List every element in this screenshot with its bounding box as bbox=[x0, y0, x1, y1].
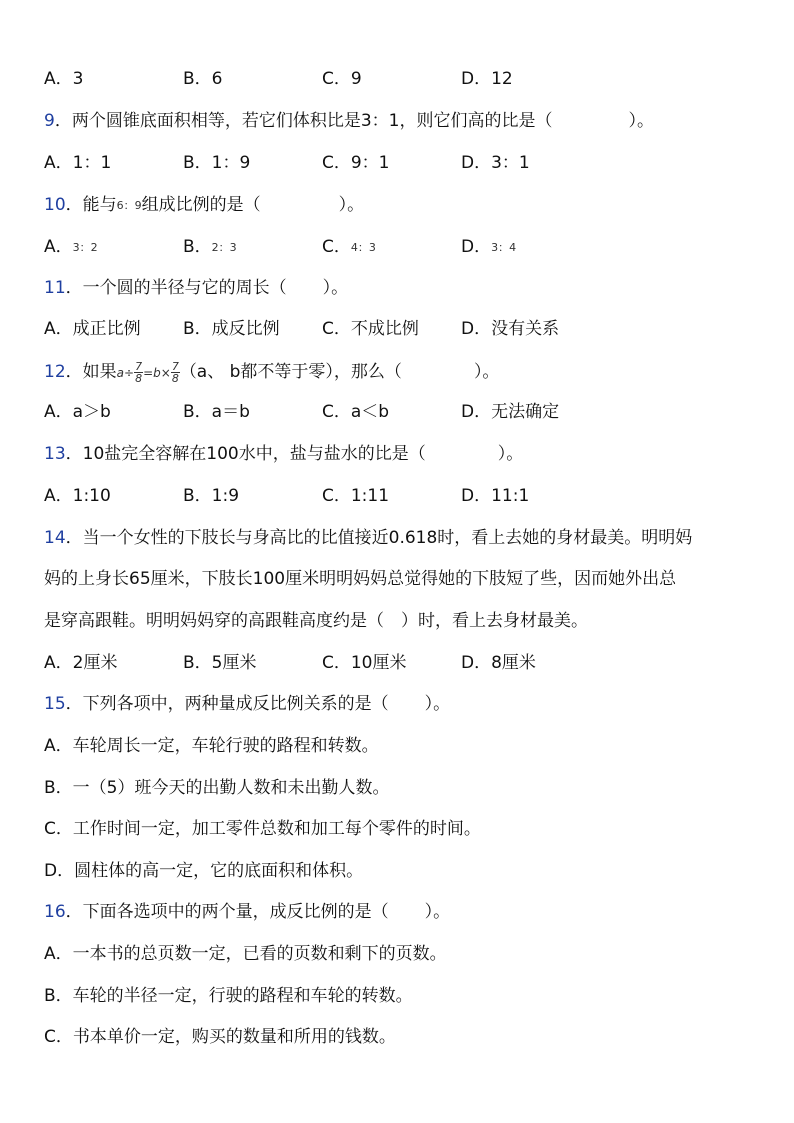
fraction-7-8-second bbox=[171, 361, 180, 384]
math-divide: ÷ bbox=[124, 366, 135, 380]
question-end: ）。 bbox=[424, 694, 451, 714]
question-number: 11 bbox=[44, 278, 66, 298]
q15-option-c[interactable]: C．工作时间一定，加工零件总数和加工每个零件的时间。 bbox=[44, 819, 481, 839]
q9-option-a[interactable]: A．1：1 bbox=[44, 153, 112, 173]
option-value: 2：3 bbox=[211, 241, 237, 254]
question-end: ）。 bbox=[322, 278, 349, 298]
question-9 bbox=[44, 110, 654, 132]
question-15 bbox=[44, 693, 450, 715]
q8-option-d[interactable]: D．12 bbox=[461, 69, 513, 89]
question-text-line-1: ．当一个女性的下肢长与身高比的比值接近0.618时，看上去她的身材最美。明明妈 bbox=[65, 528, 693, 548]
q12-option-c[interactable]: C．a＜b bbox=[322, 402, 390, 422]
question-11 bbox=[44, 277, 348, 299]
question-end: ）。 bbox=[497, 444, 524, 464]
q16-option-b[interactable]: B．车轮的半径一定，行驶的路程和车轮的转数。 bbox=[44, 986, 413, 1006]
option-letter: B． bbox=[183, 237, 212, 257]
q13-option-d[interactable]: D．11:1 bbox=[461, 486, 530, 506]
fraction-numerator: 7 bbox=[135, 359, 143, 373]
question-text-2: （a、 b都不等于零），那么（ bbox=[179, 362, 402, 382]
q13-option-c[interactable]: C．1:11 bbox=[322, 486, 390, 506]
option-value: 3：2 bbox=[72, 241, 98, 254]
q11-option-b[interactable]: B．成反比例 bbox=[183, 319, 280, 339]
question-number: 13 bbox=[44, 444, 66, 464]
question-16 bbox=[44, 901, 450, 923]
q12-option-d[interactable]: D．无法确定 bbox=[461, 402, 560, 422]
q14-option-b[interactable]: B．5厘米 bbox=[183, 653, 257, 673]
option-letter: C． bbox=[322, 237, 351, 257]
option-value: 3：4 bbox=[491, 241, 517, 254]
q10-option-b[interactable] bbox=[183, 236, 237, 259]
math-multiply: × bbox=[160, 366, 171, 380]
question-number: 16 bbox=[44, 902, 66, 922]
question-number: 10 bbox=[44, 195, 66, 215]
q11-option-d[interactable]: D．没有关系 bbox=[461, 319, 560, 339]
question-text: ．一个圆的半径与它的周长（ bbox=[65, 278, 287, 298]
question-number: 14 bbox=[44, 528, 66, 548]
q14-option-a[interactable]: A．2厘米 bbox=[44, 653, 118, 673]
q16-option-a[interactable]: A．一本书的总页数一定，已看的页数和剩下的页数。 bbox=[44, 944, 447, 964]
question-14 bbox=[44, 527, 692, 549]
q8-option-c[interactable]: C．9 bbox=[322, 69, 362, 89]
q10-option-d[interactable] bbox=[461, 236, 516, 259]
option-letter: A． bbox=[44, 237, 73, 257]
q15-option-d[interactable]: D．圆柱体的高一定，它的底面积和体积。 bbox=[44, 861, 364, 881]
question-text: ．下面各选项中的两个量，成反比例的是（ bbox=[65, 902, 389, 922]
fraction-denominator: 8 bbox=[171, 371, 179, 385]
q15-option-a[interactable]: A．车轮周长一定，车轮行驶的路程和转数。 bbox=[44, 736, 379, 756]
q13-option-b[interactable]: B．1:9 bbox=[183, 486, 240, 506]
question-text-2: 组成比例的是（ bbox=[141, 195, 261, 215]
question-end: ）。 bbox=[338, 195, 365, 215]
q12-option-b[interactable]: B．a＝b bbox=[183, 402, 250, 422]
question-10 bbox=[44, 194, 364, 217]
question-14-line-2: 妈的上身长65厘米，下肢长100厘米明明妈妈总觉得她的下肢短了些，因而她外出总 bbox=[44, 569, 677, 589]
q14-option-d[interactable]: D．8厘米 bbox=[461, 653, 536, 673]
q8-option-a[interactable]: A．3 bbox=[44, 69, 84, 89]
fraction-7-8 bbox=[134, 361, 143, 384]
option-value: 4：3 bbox=[350, 241, 376, 254]
question-text: ．10盐完全容解在100水中，盐与盐水的比是（ bbox=[65, 444, 426, 464]
question-text: ．能与 bbox=[65, 195, 117, 215]
q9-option-d[interactable]: D．3：1 bbox=[461, 153, 530, 173]
question-number: 9 bbox=[44, 111, 55, 131]
q11-option-c[interactable]: C．不成比例 bbox=[322, 319, 419, 339]
fraction-numerator: 7 bbox=[171, 359, 179, 373]
question-13 bbox=[44, 443, 523, 465]
question-end: ）。 bbox=[473, 362, 500, 382]
ratio-expression: 6：9 bbox=[116, 199, 142, 212]
q8-option-b[interactable]: B．6 bbox=[183, 69, 223, 89]
q11-option-a[interactable]: A．成正比例 bbox=[44, 319, 141, 339]
question-12 bbox=[44, 358, 499, 386]
question-end: ）。 bbox=[424, 902, 451, 922]
math-var-a: a bbox=[116, 366, 124, 380]
question-14-line-3: 是穿高跟鞋。明明妈妈穿的高跟鞋高度约是（ ）时，看上去身材最美。 bbox=[44, 611, 588, 631]
fraction-denominator: 8 bbox=[135, 371, 143, 385]
math-equals: = bbox=[143, 366, 154, 380]
option-letter: D． bbox=[461, 237, 492, 257]
question-text: ．下列各项中，两种量成反比例关系的是（ bbox=[65, 694, 389, 714]
q15-option-b[interactable]: B．一（5）班今天的出勤人数和未出勤人数。 bbox=[44, 778, 390, 798]
question-text: ．如果 bbox=[65, 362, 117, 382]
q12-option-a[interactable]: A．a＞b bbox=[44, 402, 111, 422]
q9-option-b[interactable]: B．1：9 bbox=[183, 153, 251, 173]
q10-option-a[interactable] bbox=[44, 236, 98, 259]
q10-option-c[interactable] bbox=[322, 236, 376, 259]
q9-option-c[interactable]: C．9：1 bbox=[322, 153, 390, 173]
math-var-b: b bbox=[153, 366, 161, 380]
question-number: 12 bbox=[44, 362, 66, 382]
q16-option-c[interactable]: C．书本单价一定，购买的数量和所用的钱数。 bbox=[44, 1027, 396, 1047]
q13-option-a[interactable]: A．1:10 bbox=[44, 486, 111, 506]
question-text: ．两个圆锥底面积相等，若它们体积比是3：1，则它们高的比是（ bbox=[54, 111, 553, 131]
q14-option-c[interactable]: C．10厘米 bbox=[322, 653, 407, 673]
question-number: 15 bbox=[44, 694, 66, 714]
question-end: ）。 bbox=[628, 111, 654, 131]
